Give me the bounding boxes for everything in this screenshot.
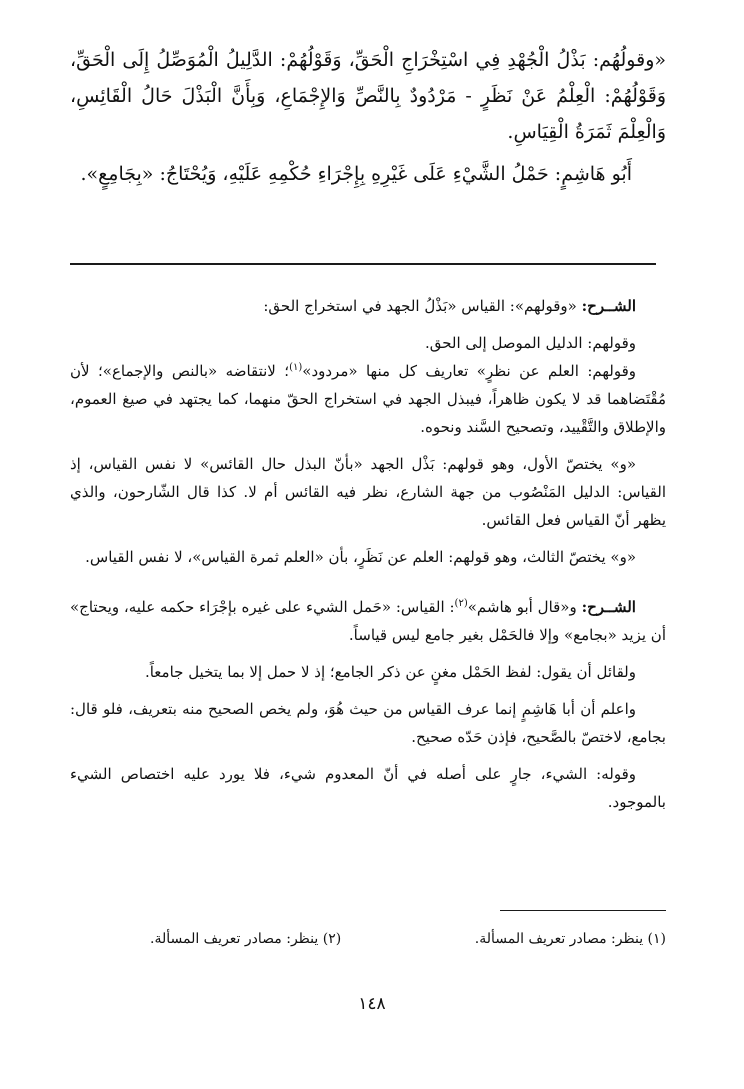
footnote-2: (٢) ينظر: مصادر تعريف المسألة.: [150, 931, 342, 947]
sharh-paragraph-3: [70, 357, 666, 441]
footnote-divider: [500, 910, 666, 911]
sharh-text-3b: ؛ لانتقاضه «بالنص والإجماع»؛ لأن مُقْتَضاهما قد لا يكون ظاهراً، فيبذل الجهد في استخراج الحقّ منهما، كما يجتهد في صيغ العموم، والإطلاق والتَّقْييد، وتصحيح السَّند ونحوه.: [70, 362, 666, 436]
sharh-paragraph-1: [70, 292, 666, 320]
sharh-paragraph-5: «و» يختصّ الثالث، وهو قولهم: العلم عن نَظَرٍ، بأن «العلم ثمرة القياس»، لا نفس القياس.: [85, 548, 636, 566]
footnote-marker-1: (١): [289, 362, 303, 373]
footnote-1: (١) ينظر: مصادر تعريف المسألة.: [474, 931, 666, 947]
sharh-paragraph-7: ولقائل أن يقول: لفظ الحَمْل مغنٍ عن ذكر الجامع؛ إذ لا حمل إلا بما يتخيل جامعاً.: [144, 663, 636, 681]
sharh-text-6b: : القياس: «حَمل الشيء على غيره بإجْرَاء حكمه عليه، ويحتاج» أن يزيد «بجامع» وإلا فالحَمْل بغير جامع ليس قياساً.: [70, 598, 666, 644]
sharh-text-6a: و«قال أبو هاشم»: [467, 598, 577, 616]
sharh-paragraph-9: وقوله: الشيء، جارٍ على أصله في أنّ المعدوم شيء، فلا يورد عليه اختصاص الشيء بالموجود.: [70, 765, 666, 811]
sharh-label-2: الشــرح:: [581, 598, 636, 616]
sharh-paragraph-4: «و» يختصّ الأول، وهو قولهم: بَذْل الجهد «بأنّ البذل حال القائس» لا نفس القياس، إذ القياس: الدليل المَنْصُوب من جهة الشارع، نظر فيه القائس أم لا. كذا قال الشّارحون، والذي يظهر أنّ القياس فعل القائس.: [70, 455, 666, 529]
sharh-commentary: [70, 292, 666, 825]
matn-text-block: [70, 42, 666, 192]
footnote-marker-2: (٢): [454, 598, 468, 609]
footnotes: [150, 928, 666, 950]
sharh-paragraph-6: [70, 593, 666, 649]
matn-paragraph-2: أَبُو هَاشِمٍ: حَمْلُ الشَّيْءِ عَلَى غَيْرِهِ بِإِجْرَاءِ حُكْمِهِ عَلَيْهِ، وَيُحْتَاجُ: «بِجَامِعٍ».: [80, 163, 632, 185]
section-divider: [70, 263, 656, 265]
page-number: ١٤٨: [358, 994, 386, 1014]
matn-paragraph-1: «وقولُهُم: بَذْلُ الْجُهْدِ فِي اسْتِخْرَاجِ الْحَقِّ، وَقَوْلُهُمْ: الدَّلِيلُ الْمُوَصِّلُ إِلَى الْحَقِّ، وَقَوْلُهُمْ: الْعِلْمُ عَنْ نَظَرٍ - مَرْدُودٌ بِالنَّصِّ وَالإِجْمَاعِ، وَبِأَنَّ الْبَذْلَ حَالُ الْقَائِسِ، وَالْعِلْمَ ثَمَرَةُ الْقِيَاسِ.: [70, 49, 666, 143]
sharh-text-3a: وقولهم: العلم عن نظرٍ» تعاريف كل منها «مردود»: [302, 362, 637, 380]
sharh-paragraph-2: وقولهم: الدليل الموصل إلى الحق.: [424, 334, 636, 352]
sharh-text-1: «وقولهم»: القياس «بَذْلُ الجهد في استخراج الحق:: [263, 297, 577, 315]
sharh-paragraph-8: واعلم أن أبا هَاشِمٍ إنما عرف القياس من حيث هُوَ، ولم يخص الصحيح منه بتعريف، فلو قال: بجامع، لاختصّ بالصَّحيح، فإذن حَدّه صحيح.: [70, 700, 666, 746]
sharh-label-1: الشــرح:: [581, 297, 636, 315]
